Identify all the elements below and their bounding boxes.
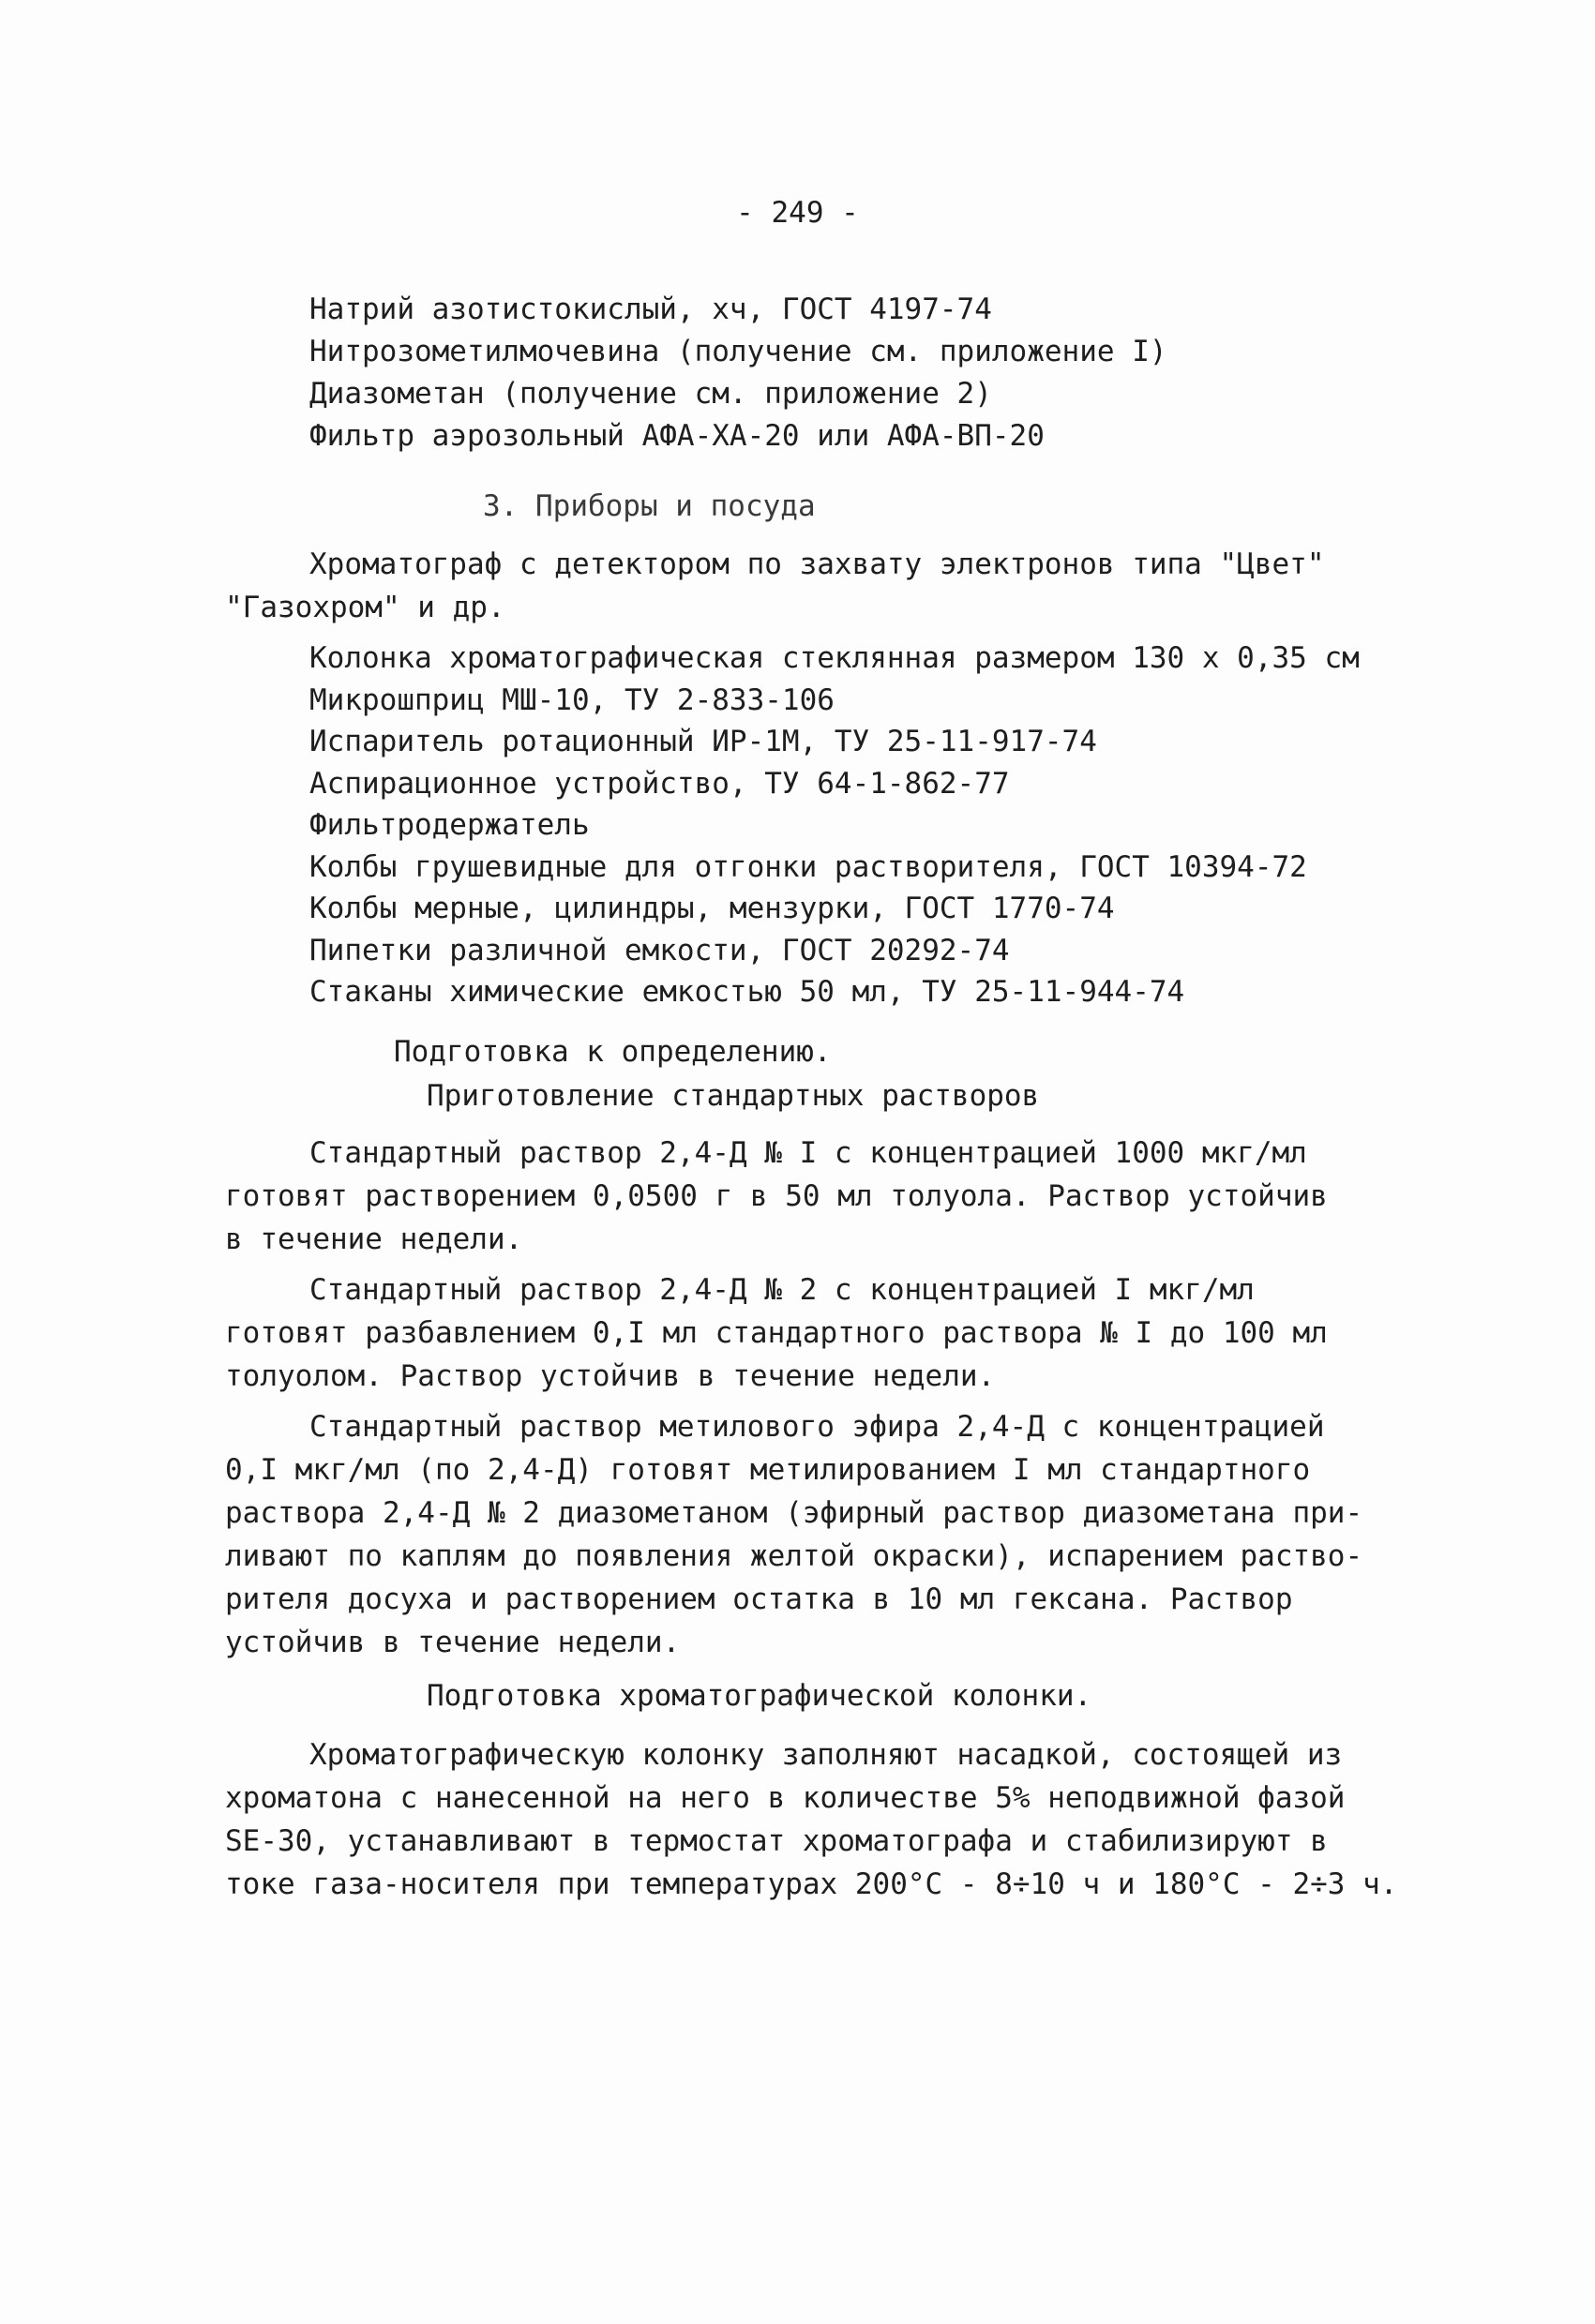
page-number: - 249 - xyxy=(736,196,859,230)
column-prep-heading: Подготовка хроматографической колонки. xyxy=(427,1679,1092,1713)
paragraph-line: готовят растворением 0,0500 г в 50 мл толуола. Раствор устойчив xyxy=(225,1179,1328,1213)
reagent-item: Диазометан (получение см. приложение 2) xyxy=(309,377,992,411)
paragraph-line: Хроматограф с детектором по захвату электронов типа "Цвет" xyxy=(309,547,1325,581)
apparatus-item: Испаритель ротационный ИР-1М, ТУ 25-11-917-74 xyxy=(309,725,1097,758)
apparatus-item: Колбы грушевидные для отгонки растворителя, ГОСТ 10394-72 xyxy=(309,849,1307,884)
reagent-item: Нитрозометилмочевина (получение см. приложение I) xyxy=(309,335,1167,368)
reagent-item: Натрий азотистокислый, хч, ГОСТ 4197-74 xyxy=(309,292,992,326)
apparatus-list xyxy=(309,637,1491,1013)
column-prep-paragraph xyxy=(225,1734,1398,1907)
apparatus-item: Колонка хроматографическая стеклянная размером 130 х 0,35 см xyxy=(309,641,1360,675)
paragraph-line: SE-30, устанавливают в термостат хроматографа и стабилизируют в xyxy=(225,1824,1328,1858)
paragraph-line: ливают по каплям до появления желтой окраски), испарением раство- xyxy=(225,1539,1363,1573)
reagent-item: Фильтр аэрозольный АФА-ХА-20 или АФА-ВП-20 xyxy=(309,419,1045,453)
standard-solution-1-paragraph xyxy=(225,1132,1378,1262)
paragraph-line: рителя досуха и растворением остатка в 10 мл гексана. Раствор xyxy=(225,1582,1293,1616)
section-heading-apparatus: 3. Приборы и посуда xyxy=(483,489,816,523)
paragraph-line: готовят разбавлением 0,I мл стандартного раствора № I до 100 мл xyxy=(225,1316,1328,1350)
reagents-list xyxy=(309,289,1435,457)
paragraph-line: 0,I мкг/мл (по 2,4-Д) готовят метилированием I мл стандартного xyxy=(225,1453,1311,1487)
standard-solution-2-paragraph xyxy=(225,1269,1378,1399)
methyl-ester-solution-paragraph xyxy=(225,1406,1378,1665)
apparatus-item: Стаканы химические емкостью 50 мл, ТУ 25-11-944-74 xyxy=(309,975,1185,1009)
paragraph-line: устойчив в течение недели. xyxy=(225,1626,681,1659)
paragraph-line: толуолом. Раствор устойчив в течение недели. xyxy=(225,1359,996,1393)
paragraph-line: в течение недели. xyxy=(225,1222,523,1256)
prep-heading: Подготовка к определению. xyxy=(394,1035,832,1069)
paragraph-line: Хроматографическую колонку заполняют насадкой, состоящей из xyxy=(309,1738,1343,1772)
apparatus-item: Пипетки различной емкости, ГОСТ 20292-74 xyxy=(309,933,1010,967)
paragraph-line: Стандартный раствор метилового эфира 2,4-Д с концентрацией xyxy=(309,1410,1325,1444)
apparatus-item: Фильтродержатель xyxy=(309,808,590,842)
paragraph-line: раствора 2,4-Д № 2 диазометаном (эфирный раствор диазометана при- xyxy=(225,1496,1363,1530)
apparatus-item: Колбы мерные, цилиндры, мензурки, ГОСТ 1770-74 xyxy=(309,892,1115,925)
chromatograph-paragraph xyxy=(225,544,1378,630)
paragraph-line: хроматона с нанесенной на него в количестве 5% неподвижной фазой xyxy=(225,1781,1346,1815)
standards-heading: Приготовление стандартных растворов xyxy=(427,1079,1040,1113)
paragraph-line: "Газохром" и др. xyxy=(225,591,505,624)
paragraph-line: Стандартный раствор 2,4-Д № 2 с концентрацией I мкг/мл xyxy=(309,1273,1255,1307)
apparatus-item: Аспирационное устройство, ТУ 64-1-862-77 xyxy=(309,766,1010,801)
paragraph-line: токе газа-носителя при температурах 200°С - 8÷10 ч и 180°С - 2÷3 ч. xyxy=(225,1867,1398,1901)
paragraph-line: Стандартный раствор 2,4-Д № I с концентрацией 1000 мкг/мл xyxy=(309,1136,1307,1170)
apparatus-item: Микрошприц МШ-10, ТУ 2-833-106 xyxy=(309,682,835,717)
